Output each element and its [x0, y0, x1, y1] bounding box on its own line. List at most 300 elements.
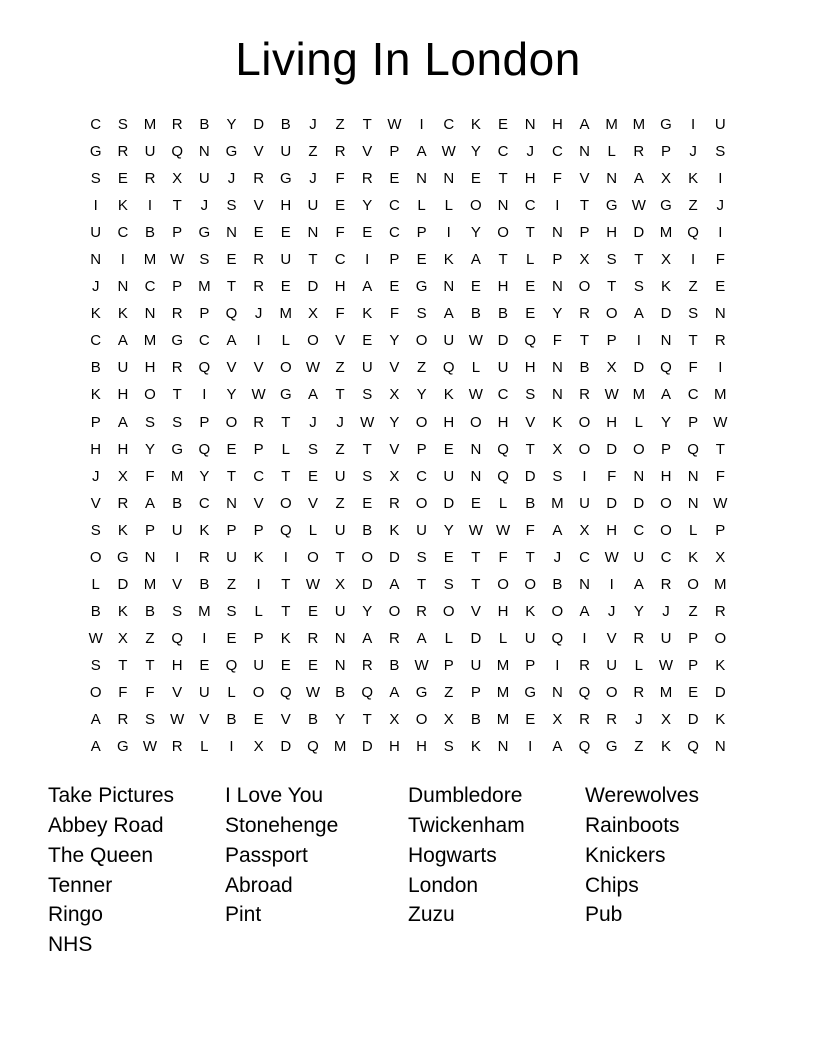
grid-letter: O: [279, 494, 292, 512]
grid-letter: C: [144, 278, 156, 296]
grid-letter: S: [606, 251, 617, 269]
grid-letter: P: [253, 521, 264, 539]
grid-letter: K: [117, 521, 128, 539]
grid-letter: B: [90, 602, 101, 620]
grid-letter: H: [389, 738, 400, 756]
grid-letter: M: [333, 738, 347, 756]
grid-letter: C: [90, 116, 102, 134]
grid-letter: F: [552, 170, 562, 188]
grid-letter: N: [687, 467, 699, 485]
grid-letter: E: [498, 116, 509, 134]
grid-letter: I: [718, 170, 723, 188]
grid-letter: U: [198, 170, 210, 188]
grid-letter: O: [632, 440, 645, 458]
grid-letter: C: [90, 332, 102, 350]
grid-letter: M: [143, 251, 157, 269]
grid-letter: G: [279, 170, 292, 188]
word-list-item: Abbey Road: [48, 813, 164, 837]
grid-letter: V: [307, 494, 318, 512]
grid-letter: J: [91, 278, 100, 296]
grid-letter: A: [389, 575, 400, 593]
grid-letter: A: [416, 629, 427, 647]
grid-letter: P: [253, 629, 264, 647]
grid-letter: N: [144, 305, 156, 323]
grid-letter: F: [552, 332, 562, 350]
grid-letter: F: [389, 305, 399, 323]
grid-letter: E: [362, 494, 373, 512]
grid-letter: E: [307, 467, 318, 485]
grid-letter: D: [524, 467, 536, 485]
grid-letter: F: [335, 170, 345, 188]
grid-letter: T: [607, 278, 617, 296]
grid-letter: T: [715, 440, 725, 458]
grid-letter: R: [389, 494, 400, 512]
grid-letter: Q: [497, 467, 509, 485]
grid-letter: Z: [335, 440, 345, 458]
grid-letter: I: [555, 656, 560, 674]
grid-letter: S: [90, 521, 101, 539]
grid-letter: K: [90, 386, 101, 404]
grid-letter: S: [307, 440, 318, 458]
grid-letter: Y: [416, 386, 427, 404]
grid-letter: U: [524, 629, 536, 647]
grid-letter: B: [389, 656, 400, 674]
grid-letter: M: [632, 116, 646, 134]
grid-letter: D: [470, 629, 482, 647]
grid-letter: B: [362, 521, 373, 539]
grid-letter: A: [389, 684, 400, 701]
grid-letter: J: [254, 305, 263, 323]
grid-letter: I: [93, 197, 98, 215]
grid-letter: C: [524, 197, 536, 215]
grid-letter: D: [307, 278, 319, 296]
grid-letter: V: [226, 359, 237, 377]
grid-letter: Y: [470, 143, 481, 161]
grid-letter: H: [660, 467, 672, 485]
grid-letter: Q: [578, 684, 591, 701]
grid-letter: P: [416, 224, 427, 242]
grid-letter: I: [609, 575, 614, 593]
grid-letter: K: [117, 305, 128, 323]
grid-letter: O: [279, 359, 292, 377]
grid-letter: U: [334, 467, 346, 485]
word-list-item: Pub: [585, 903, 623, 927]
grid-letter: R: [117, 143, 129, 161]
grid-letter: Y: [389, 413, 400, 431]
grid-letter: E: [525, 305, 536, 323]
grid-letter: T: [498, 170, 508, 188]
grid-letter: P: [660, 440, 671, 458]
grid-letter: N: [90, 251, 102, 269]
grid-letter: H: [497, 413, 509, 431]
grid-letter: W: [495, 521, 511, 539]
grid-letter: H: [606, 224, 618, 242]
grid-letter: I: [718, 224, 723, 242]
grid-letter: Y: [199, 467, 210, 485]
grid-letter: O: [687, 575, 699, 593]
grid-letter: E: [199, 656, 210, 674]
grid-letter: H: [171, 656, 183, 674]
grid-letter: R: [253, 413, 265, 431]
grid-letter: T: [471, 575, 481, 593]
grid-letter: I: [202, 629, 207, 647]
grid-letter: N: [524, 116, 536, 134]
grid-letter: W: [468, 521, 483, 539]
grid-letter: T: [416, 575, 427, 593]
grid-letter: M: [198, 278, 211, 296]
grid-letter: F: [715, 251, 725, 269]
grid-letter: O: [524, 575, 537, 593]
grid-letter: Z: [226, 575, 237, 593]
grid-letter: S: [443, 575, 454, 593]
grid-letter: X: [715, 548, 726, 566]
grid-letter: D: [389, 548, 400, 566]
grid-letter: R: [117, 494, 129, 512]
grid-letter: A: [362, 629, 373, 647]
grid-letter: B: [307, 711, 318, 729]
word-list-column: [225, 781, 408, 960]
grid-letter: X: [117, 629, 128, 647]
grid-letter: U: [253, 656, 265, 674]
grid-letter: S: [145, 711, 156, 729]
grid-letter: D: [117, 575, 129, 593]
grid-letter: P: [688, 413, 699, 431]
grid-letter: D: [633, 494, 645, 512]
grid-letter: A: [117, 332, 128, 350]
grid-letter: R: [416, 602, 427, 620]
grid-letter: G: [225, 143, 238, 161]
grid-letter: X: [660, 711, 671, 729]
grid-letter: S: [715, 143, 726, 161]
grid-letter: S: [172, 602, 183, 620]
grid-letter: G: [117, 738, 129, 756]
grid-letter: T: [498, 251, 508, 269]
grid-letter: Y: [226, 116, 237, 134]
grid-letter: S: [633, 278, 644, 296]
grid-letter: G: [279, 386, 292, 404]
grid-letter: F: [335, 305, 345, 323]
grid-letter: L: [634, 656, 643, 674]
grid-letter: O: [415, 332, 428, 350]
grid-letter: N: [198, 143, 210, 161]
grid-letter: C: [551, 143, 563, 161]
grid-letter: P: [199, 413, 210, 431]
grid-letter: P: [90, 413, 101, 431]
grid-letter: Z: [335, 359, 345, 377]
grid-letter: Q: [361, 684, 374, 701]
grid-letter: Q: [225, 656, 238, 674]
grid-letter: V: [253, 143, 264, 161]
grid-letter: Y: [362, 602, 373, 620]
grid-letter: V: [579, 170, 590, 188]
grid-letter: Y: [145, 440, 156, 458]
grid-letter: P: [525, 656, 536, 674]
grid-letter: S: [117, 116, 128, 134]
grid-letter: B: [470, 305, 481, 323]
grid-letter: A: [226, 332, 237, 350]
grid-letter: J: [200, 197, 209, 215]
grid-letter: E: [253, 224, 264, 242]
grid-letter: I: [446, 224, 451, 242]
grid-letter: N: [144, 548, 156, 566]
grid-letter: S: [172, 413, 183, 431]
grid-letter: N: [714, 305, 726, 323]
grid-letter: Q: [198, 359, 211, 377]
grid-letter: Z: [308, 143, 318, 161]
grid-letter: Y: [226, 386, 237, 404]
grid-letter: P: [389, 143, 400, 161]
grid-letter: V: [253, 494, 264, 512]
grid-letter: K: [688, 548, 699, 566]
grid-letter: A: [633, 305, 644, 323]
grid-letter: L: [607, 143, 616, 161]
grid-letter: X: [579, 521, 590, 539]
grid-letter: M: [659, 224, 673, 242]
grid-letter: F: [498, 548, 508, 566]
word-list-item: London: [408, 873, 479, 897]
grid-letter: P: [253, 440, 264, 458]
grid-letter: U: [171, 521, 183, 539]
grid-letter: T: [281, 602, 291, 620]
grid-letter: H: [551, 116, 563, 134]
grid-letter: X: [389, 386, 400, 404]
grid-letter: E: [307, 602, 318, 620]
grid-letter: S: [688, 305, 699, 323]
grid-letter: G: [89, 143, 102, 161]
grid-letter: J: [309, 170, 317, 188]
grid-letter: L: [688, 521, 698, 539]
grid-letter: B: [552, 575, 563, 593]
grid-letter: N: [714, 738, 726, 756]
grid-letter: B: [145, 602, 156, 620]
grid-letter: P: [715, 521, 726, 539]
grid-letter: K: [715, 656, 726, 674]
grid-letter: J: [553, 548, 562, 566]
grid-letter: N: [443, 278, 455, 296]
grid-letter: V: [362, 143, 373, 161]
grid-letter: V: [470, 602, 481, 620]
grid-letter: R: [361, 656, 373, 674]
grid-letter: S: [443, 738, 454, 756]
grid-letter: Y: [552, 305, 563, 323]
grid-letter: B: [90, 359, 101, 377]
grid-letter: Z: [688, 602, 698, 620]
grid-letter: M: [714, 386, 727, 404]
grid-letter: W: [441, 143, 456, 161]
grid-letter: P: [389, 251, 400, 269]
grid-letter: K: [443, 386, 454, 404]
grid-letter: M: [143, 116, 157, 134]
grid-letter: P: [660, 143, 671, 161]
grid-letter: Q: [687, 738, 699, 756]
grid-letter: R: [714, 602, 726, 620]
grid-letter: H: [497, 278, 509, 296]
grid-letter: K: [280, 629, 291, 647]
grid-letter: P: [145, 521, 156, 539]
grid-letter: P: [688, 629, 699, 647]
grid-letter: R: [253, 170, 265, 188]
grid-letter: G: [171, 440, 183, 458]
grid-letter: H: [90, 440, 102, 458]
grid-letter: T: [172, 197, 182, 215]
grid-letter: N: [551, 278, 563, 296]
grid-letter: T: [281, 467, 291, 485]
grid-letter: Z: [688, 278, 698, 296]
word-list-item: Zuzu: [408, 903, 455, 927]
grid-letter: A: [579, 116, 590, 134]
grid-letter: M: [279, 305, 293, 323]
grid-letter: Y: [660, 413, 671, 431]
grid-letter: O: [89, 548, 102, 566]
grid-letter: V: [389, 359, 400, 377]
grid-letter: P: [470, 684, 481, 701]
grid-letter: B: [498, 305, 509, 323]
grid-letter: E: [389, 278, 400, 296]
grid-letter: D: [606, 494, 618, 512]
grid-letter: W: [604, 386, 619, 404]
word-search-grid: [82, 111, 734, 760]
grid-letter: O: [660, 521, 672, 539]
grid-letter: J: [716, 197, 725, 215]
grid-letter: O: [714, 629, 727, 647]
grid-letter: U: [144, 143, 156, 161]
grid-letter: I: [120, 251, 125, 269]
grid-letter: K: [362, 305, 373, 323]
grid-letter: F: [525, 521, 535, 539]
grid-letter: I: [229, 738, 234, 756]
grid-letter: O: [605, 305, 618, 323]
grid-letter: R: [144, 170, 156, 188]
grid-letter: R: [660, 575, 672, 593]
grid-letter: U: [714, 116, 726, 134]
grid-letter: Q: [687, 224, 699, 242]
grid-letter: U: [497, 359, 509, 377]
grid-letter: R: [253, 278, 265, 296]
grid-letter: T: [308, 251, 318, 269]
grid-letter: Z: [634, 738, 644, 756]
grid-letter: M: [143, 332, 157, 350]
grid-letter: G: [415, 684, 428, 701]
grid-letter: E: [470, 170, 481, 188]
grid-letter: E: [226, 629, 237, 647]
grid-letter: X: [117, 467, 128, 485]
grid-letter: U: [117, 359, 129, 377]
grid-letter: K: [253, 548, 264, 566]
grid-letter: L: [281, 332, 290, 350]
grid-letter: W: [468, 386, 483, 404]
grid-letter: T: [634, 251, 644, 269]
grid-letter: Q: [198, 440, 211, 458]
grid-letter: T: [525, 440, 535, 458]
grid-letter: Y: [443, 521, 454, 539]
grid-letter: W: [142, 738, 158, 756]
grid-letter: C: [497, 143, 509, 161]
grid-letter: R: [633, 629, 645, 647]
grid-letter: N: [334, 656, 346, 674]
grid-letter: H: [117, 440, 129, 458]
grid-letter: M: [170, 467, 184, 485]
grid-letter: Q: [687, 440, 699, 458]
grid-letter: Q: [279, 684, 292, 701]
grid-letter: Z: [688, 197, 698, 215]
grid-letter: M: [143, 575, 157, 593]
grid-letter: R: [171, 738, 183, 756]
grid-letter: W: [713, 494, 728, 512]
grid-letter: M: [198, 602, 211, 620]
grid-letter: W: [305, 684, 321, 701]
grid-letter: O: [497, 224, 509, 242]
grid-letter: R: [171, 305, 183, 323]
grid-letter: E: [525, 278, 536, 296]
grid-letter: M: [632, 386, 646, 404]
grid-letter: E: [307, 656, 318, 674]
grid-letter: M: [605, 116, 618, 134]
grid-letter: X: [335, 575, 346, 593]
grid-letter: W: [360, 413, 375, 431]
grid-letter: J: [309, 116, 317, 134]
grid-letter: P: [172, 224, 183, 242]
grid-letter: K: [552, 413, 563, 431]
grid-letter: Q: [225, 305, 238, 323]
grid-letter: Y: [633, 602, 644, 620]
grid-letter: B: [579, 359, 590, 377]
grid-letter: A: [633, 170, 644, 188]
grid-letter: J: [662, 602, 670, 620]
grid-letter: B: [226, 711, 237, 729]
grid-letter: G: [117, 548, 129, 566]
grid-letter: F: [118, 684, 128, 701]
grid-letter: A: [633, 575, 644, 593]
grid-letter: T: [362, 711, 372, 729]
grid-letter: O: [252, 684, 265, 701]
grid-letter: N: [497, 197, 509, 215]
grid-letter: R: [579, 386, 590, 404]
grid-letter: R: [361, 170, 373, 188]
grid-letter: U: [443, 332, 455, 350]
grid-letter: H: [524, 359, 536, 377]
grid-letter: P: [226, 521, 237, 539]
grid-letter: T: [362, 116, 372, 134]
grid-letter: X: [552, 440, 563, 458]
grid-letter: O: [470, 197, 482, 215]
grid-letter: S: [525, 386, 536, 404]
word-list-item: Rainboots: [585, 813, 680, 837]
grid-letter: L: [91, 575, 100, 593]
word-list-column: [48, 781, 225, 960]
word-list-item: Ringo: [48, 903, 103, 927]
word-list-column: [585, 781, 699, 960]
grid-letter: C: [579, 548, 590, 566]
grid-letter: T: [525, 224, 535, 242]
grid-letter: A: [552, 521, 563, 539]
grid-letter: J: [309, 413, 317, 431]
grid-letter: W: [170, 251, 185, 269]
grid-letter: N: [551, 224, 563, 242]
grid-letter: F: [145, 467, 155, 485]
grid-letter: B: [470, 711, 481, 729]
grid-letter: B: [199, 575, 210, 593]
grid-letter: N: [443, 170, 455, 188]
grid-letter: E: [389, 170, 400, 188]
grid-letter: I: [528, 738, 533, 756]
grid-letter: M: [659, 684, 673, 701]
grid-letter: H: [524, 170, 536, 188]
grid-letter: N: [660, 332, 672, 350]
grid-letter: U: [226, 548, 237, 566]
grid-letter: W: [170, 711, 185, 729]
grid-letter: F: [607, 467, 617, 485]
grid-letter: X: [579, 251, 590, 269]
